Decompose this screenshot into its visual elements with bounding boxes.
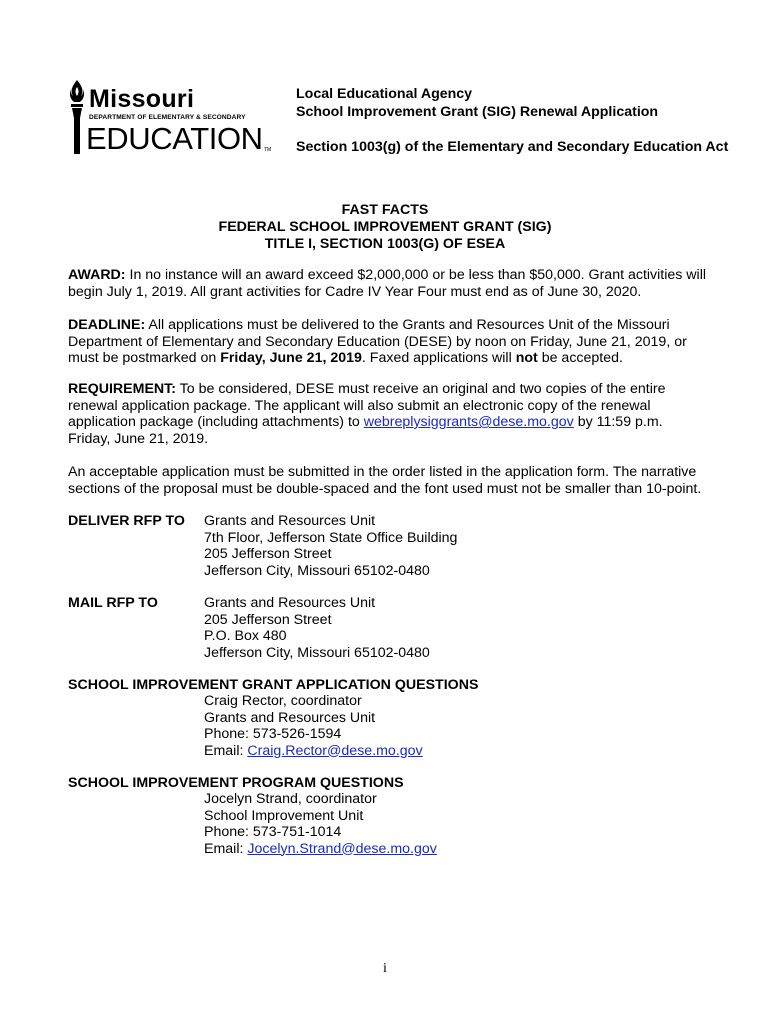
mail-address-line: Grants and Resources Unit — [204, 595, 376, 611]
deliver-address-line: 7th Floor, Jefferson State Office Building — [204, 529, 458, 546]
deliver-address — [204, 513, 457, 579]
acceptable-paragraph: An acceptable application must be submitted in the order listed in the application form. The narrative sections of the proposal must be double-spaced and the font used must not be smaller than 10-point. — [68, 464, 702, 497]
logo-trademark: TM — [264, 147, 272, 153]
logo-department: DEPARTMENT OF ELEMENTARY & SECONDARY — [89, 114, 246, 121]
header-title: School Improvement Grant (SIG) Renewal Application — [296, 104, 659, 120]
requirement-paragraph — [68, 381, 708, 447]
deadline-date: Friday, June 21, 2019 — [220, 350, 362, 366]
deliver-address-line: Jefferson City, Missouri 65102-0480 — [204, 562, 430, 579]
sig-questions-label: SCHOOL IMPROVEMENT GRANT APPLICATION QUESTIONS — [68, 677, 479, 693]
mail-address-line: Jefferson City, Missouri 65102-0480 — [204, 644, 430, 661]
program-contact-name: Jocelyn Strand, coordinator — [204, 791, 377, 807]
program-contact-email-label: Email: — [204, 840, 244, 857]
deadline-not: not — [515, 350, 538, 366]
title-section: TITLE I, SECTION 1003(G) OF ESEA — [264, 236, 506, 252]
requirement-label: REQUIREMENT: — [68, 381, 176, 397]
award-label: AWARD: — [68, 267, 126, 283]
deadline-text-2: . Faxed applications will — [361, 350, 512, 366]
logo-education: EDUCATION — [86, 121, 263, 156]
sig-contact-email-link[interactable]: Craig.Rector@dese.mo.gov — [247, 742, 423, 759]
sig-contact-name: Craig Rector, coordinator — [204, 693, 362, 709]
mail-address-line: 205 Jefferson Street — [204, 611, 332, 628]
program-contact-email-link[interactable]: Jocelyn.Strand@dese.mo.gov — [247, 840, 437, 857]
mail-address-line: P.O. Box 480 — [204, 628, 287, 644]
deliver-label: DELIVER RFP TO — [68, 513, 185, 529]
program-questions-label: SCHOOL IMPROVEMENT PROGRAM QUESTIONS — [68, 775, 404, 791]
program-contact-phone: Phone: 573-751-1014 — [204, 824, 342, 840]
sig-contact-email-label: Email: — [204, 742, 244, 759]
deadline-text-3: be accepted. — [541, 350, 623, 366]
requirement-text: To be considered, DESE must receive an original and two copies of the entire renewal application package. The applicant will also submit an electronic copy of the renewal application package (including attachments) to — [68, 381, 666, 430]
deadline-paragraph — [68, 317, 708, 367]
logo-wordmark: Missouri — [89, 85, 195, 113]
award-text: In no instance will an award exceed $2,000,000 or be less than $50,000. Grant activities will begin July 1, 2019. All grant activities for Cadre IV Year Four must end as of June 30, 2020. — [68, 267, 707, 300]
deadline-text: All applications must be delivered to the Grants and Resources Unit of the Missouri Department of Elementary and Secondary Education (DESE) by noon on Friday, June 21, 2019, or must be postmarked on — [68, 317, 687, 366]
title-federal-sig: FEDERAL SCHOOL IMPROVEMENT GRANT (SIG) — [218, 219, 552, 235]
missouri-dese-logo — [66, 78, 276, 158]
program-contact-unit: School Improvement Unit — [204, 807, 364, 824]
requirement-email-link[interactable]: webreplysiggrants@dese.mo.gov — [363, 414, 574, 430]
header-agency: Local Educational Agency — [296, 86, 473, 102]
deliver-address-line: Grants and Resources Unit — [204, 513, 376, 529]
deadline-label: DEADLINE: — [68, 317, 146, 333]
program-questions-contact — [204, 791, 437, 857]
header-section: Section 1003(g) of the Elementary and Secondary Education Act — [296, 139, 729, 155]
sig-contact-unit: Grants and Resources Unit — [204, 709, 376, 726]
torch-icon — [66, 78, 88, 154]
mail-label: MAIL RFP TO — [68, 595, 158, 611]
mail-address — [204, 595, 430, 661]
award-paragraph — [68, 267, 708, 300]
page-number: i — [383, 961, 387, 976]
requirement-text-2: by 11:59 p.m. Friday, June 21, 2019. — [68, 414, 663, 447]
sig-contact-phone: Phone: 573-526-1594 — [204, 726, 342, 742]
sig-contact-email-row — [204, 743, 423, 760]
program-contact-email-row — [204, 841, 437, 858]
deliver-address-line: 205 Jefferson Street — [204, 546, 332, 562]
sig-questions-contact — [204, 693, 423, 759]
title-fast-facts: FAST FACTS — [341, 202, 429, 218]
